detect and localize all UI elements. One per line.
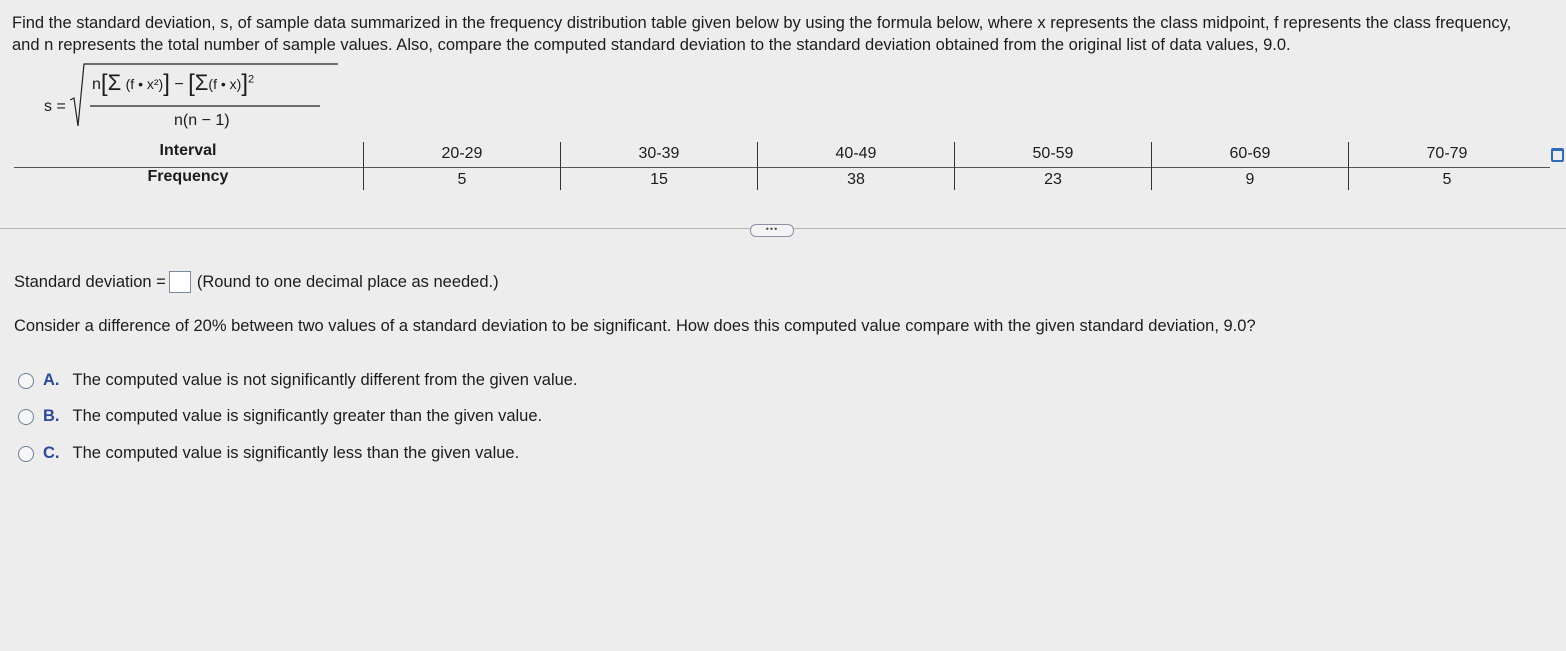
option-letter: C. xyxy=(43,444,60,462)
formula-minus: − xyxy=(174,76,184,93)
formula-numerator: n[Σ (f • x²)] − [Σ(f • x)]$^2$ xyxy=(92,70,255,97)
option-c[interactable] xyxy=(18,444,519,463)
formula-exponent: 2 xyxy=(247,73,255,86)
radio-icon[interactable] xyxy=(18,409,34,425)
option-a[interactable] xyxy=(18,371,578,390)
std-dev-input[interactable] xyxy=(169,271,191,293)
frequency-cell: 15 xyxy=(650,171,668,188)
frequency-cell: 5 xyxy=(457,171,467,188)
frequency-cell: 23 xyxy=(1044,171,1062,188)
interval-cell: 50-59 xyxy=(1032,145,1074,162)
std-dev-formula xyxy=(44,60,334,140)
frequency-cell: 38 xyxy=(847,171,865,188)
row-label-frequency: Frequency xyxy=(147,168,229,185)
row-label-interval: Interval xyxy=(159,142,217,159)
formula-fx: (f • x) xyxy=(208,76,242,92)
option-text: The computed value is not significantly different from the given value. xyxy=(72,371,578,389)
frequency-cell: 5 xyxy=(1442,171,1452,188)
formula-fx2: (f • x²) xyxy=(125,76,164,92)
interval-cell: 40-49 xyxy=(835,145,877,162)
option-text: The computed value is significantly greater than the given value. xyxy=(72,407,543,425)
interval-cell: 30-39 xyxy=(638,145,680,162)
answer-label: Standard deviation = xyxy=(14,272,166,291)
copy-table-icon[interactable] xyxy=(1551,148,1564,162)
option-letter: B. xyxy=(43,407,60,425)
comparison-question: Consider a difference of 20% between two values of a standard deviation to be significant. How does this computed value compare with the given standard deviation, 9.0? xyxy=(14,317,1256,335)
question-prompt: Find the standard deviation, s, of sample data summarized in the frequency distribution table given below by using the formula below, where x represents the class midpoint, f represents the class frequency, and n represents the total number of sample values. Also, compare the computed standard deviation to the standard deviation obtained from the original list of data values, 9.0. xyxy=(12,14,1512,54)
sum-symbol: Σ xyxy=(107,70,122,95)
formula-lhs: s = xyxy=(44,98,66,115)
answer-line xyxy=(14,271,499,293)
frequency-cell: 9 xyxy=(1245,171,1255,188)
option-text: The computed value is significantly less than the given value. xyxy=(72,444,520,462)
option-letter: A. xyxy=(43,371,60,389)
answer-hint: (Round to one decimal place as needed.) xyxy=(196,272,499,291)
option-b[interactable] xyxy=(18,407,542,426)
interval-cell: 20-29 xyxy=(441,145,483,162)
frequency-table xyxy=(14,138,1550,194)
more-button[interactable]: ••• xyxy=(750,224,794,237)
interval-cell: 60-69 xyxy=(1229,145,1271,162)
formula-denominator: n(n − 1) xyxy=(174,112,230,129)
sum-symbol-2: Σ xyxy=(194,70,209,95)
interval-cell: 70-79 xyxy=(1426,145,1468,162)
radio-icon[interactable] xyxy=(18,446,34,462)
formula-n: n xyxy=(92,76,101,93)
radio-icon[interactable] xyxy=(18,373,34,389)
